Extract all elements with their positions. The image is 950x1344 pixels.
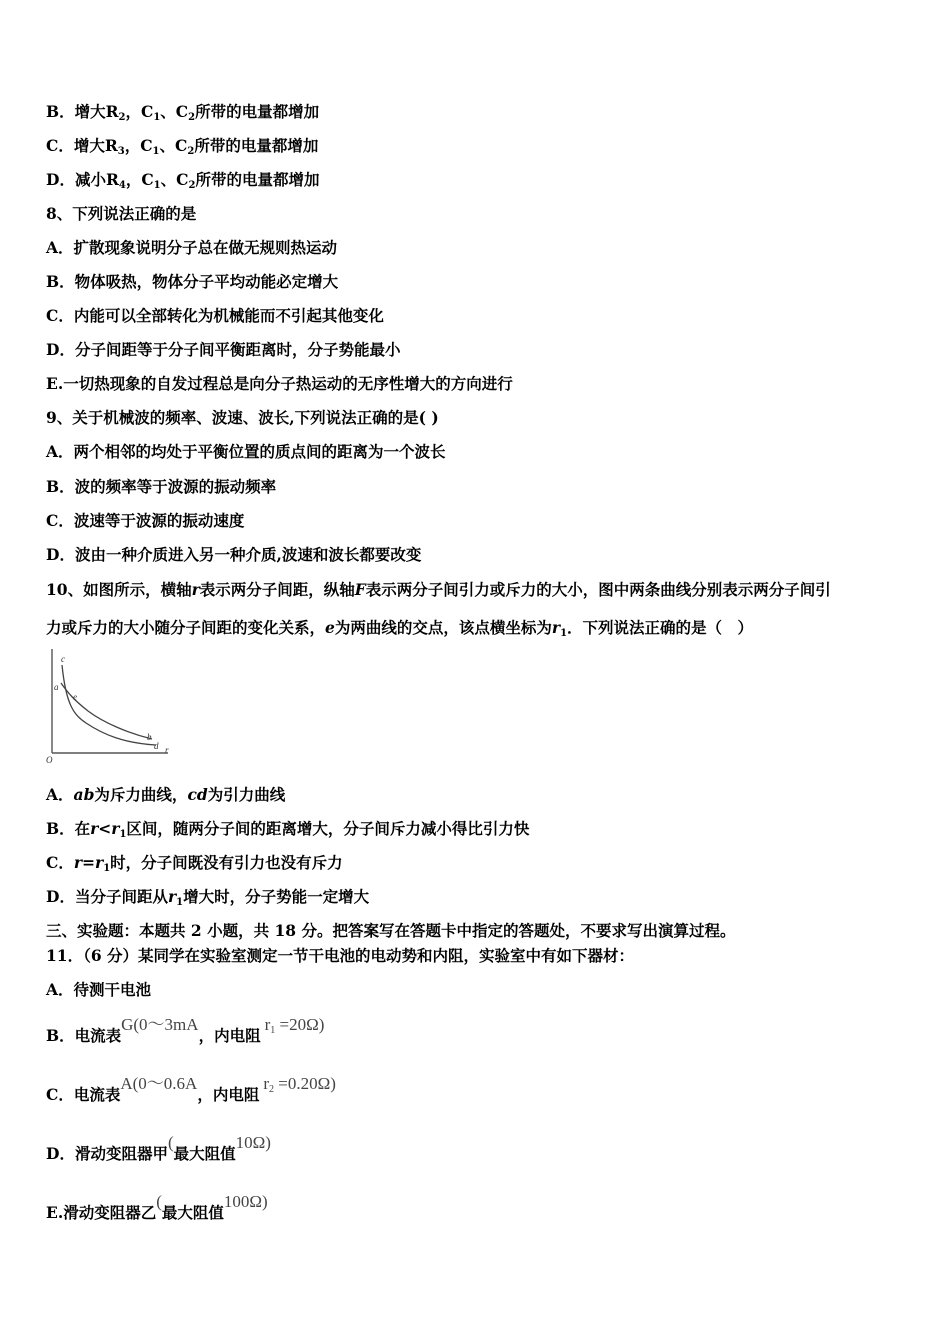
q10-option-a: A．ab为斥力曲线，cd为引力曲线	[46, 785, 286, 804]
q8-option-c: C．内能可以全部转化为机械能而不引起其他变化	[46, 306, 384, 325]
q10-stem-line2: 力或斥力的大小随分子间距的变化关系，e为两曲线的交点，该点横坐标为$r_1$．下列说法正确的是（ ）	[46, 618, 754, 639]
q11-option-a: A．待测干电池	[46, 980, 152, 999]
q7-option-b: B．增大$R_2$，$C_1$、$C_2$所带的电量都增加	[46, 102, 320, 123]
q11-option-b: B．电流表G(0～3mA，内电阻$r_1 =20\Omega$)	[46, 1015, 325, 1045]
q11-option-c: C．电流表A(0～0.6A，内电阻$r_2 =0.20\Omega$)	[46, 1074, 336, 1104]
q8-option-b: B．物体吸热，物体分子平均动能必定增大	[46, 272, 339, 291]
molecular-force-graph	[44, 645, 174, 765]
q9-option-b: B．波的频率等于波源的振动频率	[46, 477, 277, 496]
q7-option-c: C．增大$R_3$，$C_1$、$C_2$所带的电量都增加	[46, 136, 319, 157]
q10-option-c: C．$r=r_1$时，分子间既没有引力也没有斥力	[46, 853, 343, 874]
q8-stem: 8、下列说法正确的是	[46, 204, 197, 223]
q10-option-b: B．在$r<r_1$区间，随两分子间的距离增大，分子间斥力减小得比引力快	[46, 819, 530, 840]
q10-option-d: D．当分子间距从$r_1$增大时，分子势能一定增大	[46, 887, 370, 908]
q10-stem-line1: 10、如图所示，横轴r表示两分子间距，纵轴F表示两分子间引力或斥力的大小，图中两条曲线分别表示两分子间引	[46, 580, 831, 599]
graph-label-a: a	[54, 682, 59, 692]
graph-label-r: r	[165, 745, 169, 755]
q11-option-d: D．滑动变阻器甲(最大阻值10Ω)	[46, 1133, 271, 1163]
graph-label-origin: O	[46, 755, 53, 765]
q8-option-e: E.一切热现象的自发过程总是向分子热运动的无序性增大的方向进行	[46, 374, 513, 393]
curve-cd	[62, 665, 156, 745]
q11-stem: 11．（6 分）某同学在实验室测定一节干电池的电动势和内阻，实验室中有如下器材：	[46, 946, 635, 965]
q9-stem: 9、关于机械波的频率、波速、波长,下列说法正确的是( )	[46, 408, 439, 427]
q11-option-e: E.滑动变阻器乙(最大阻值100Ω)	[46, 1192, 268, 1222]
q7-option-d: D．减小$R_4$，$C_1$、$C_2$所带的电量都增加	[46, 170, 320, 191]
section-3-heading: 三、实验题：本题共 2 小题，共 18 分。把答案写在答题卡中指定的答题处，不要求写出演算过程。	[46, 921, 736, 940]
graph-label-d: d	[154, 741, 159, 751]
q8-option-a: A．扩散现象说明分子总在做无规则热运动	[46, 238, 338, 257]
graph-label-b: b	[147, 732, 152, 742]
graph-label-c: c	[61, 654, 65, 664]
graph-label-e: e	[73, 692, 77, 702]
q9-option-a: A．两个相邻的均处于平衡位置的质点间的距离为一个波长	[46, 442, 446, 461]
q9-option-c: C．波速等于波源的振动速度	[46, 511, 245, 530]
q9-option-d: D．波由一种介质进入另一种介质,波速和波长都要改变	[46, 545, 422, 564]
q8-option-d: D．分子间距等于分子间平衡距离时，分子势能最小	[46, 340, 401, 359]
